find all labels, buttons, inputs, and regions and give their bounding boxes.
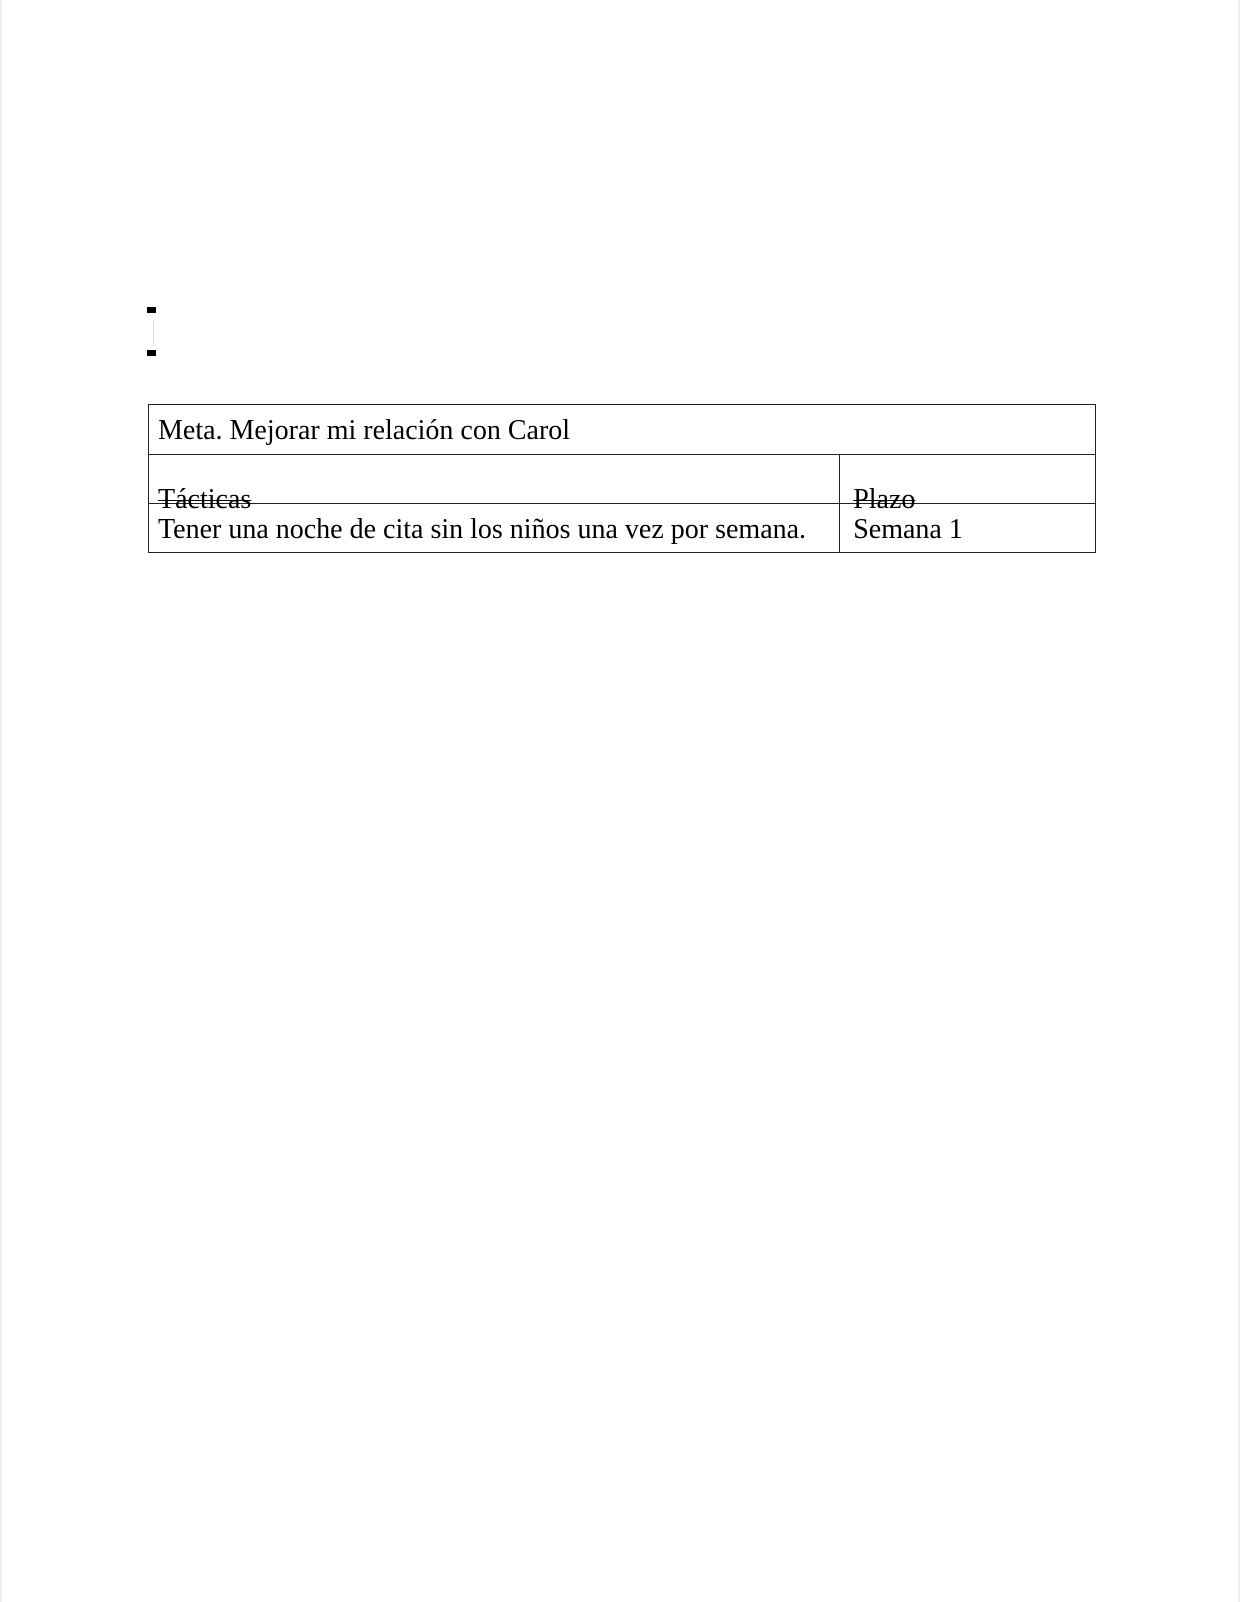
table-header-row (149, 455, 1096, 504)
goal-cell[interactable]: Meta. Mejorar mi relación con Carol (149, 405, 1096, 455)
deadline-cell[interactable]: Semana 1 (840, 504, 1096, 553)
deadline-header: Plazo (853, 484, 916, 515)
tactics-header: Tácticas (158, 484, 252, 515)
deadline-header-cell[interactable] (840, 455, 1096, 515)
tactics-header-cell[interactable] (149, 455, 840, 515)
goal-row (149, 405, 1096, 455)
text-cursor-line (153, 320, 154, 346)
goal-tactics-table (148, 404, 1096, 553)
text-cursor-marker-bottom (147, 350, 156, 356)
text-cursor-marker-top (147, 307, 156, 313)
tactic-cell[interactable]: Tener una noche de cita sin los niños una vez por semana. (149, 504, 840, 553)
table-row (149, 504, 1096, 553)
